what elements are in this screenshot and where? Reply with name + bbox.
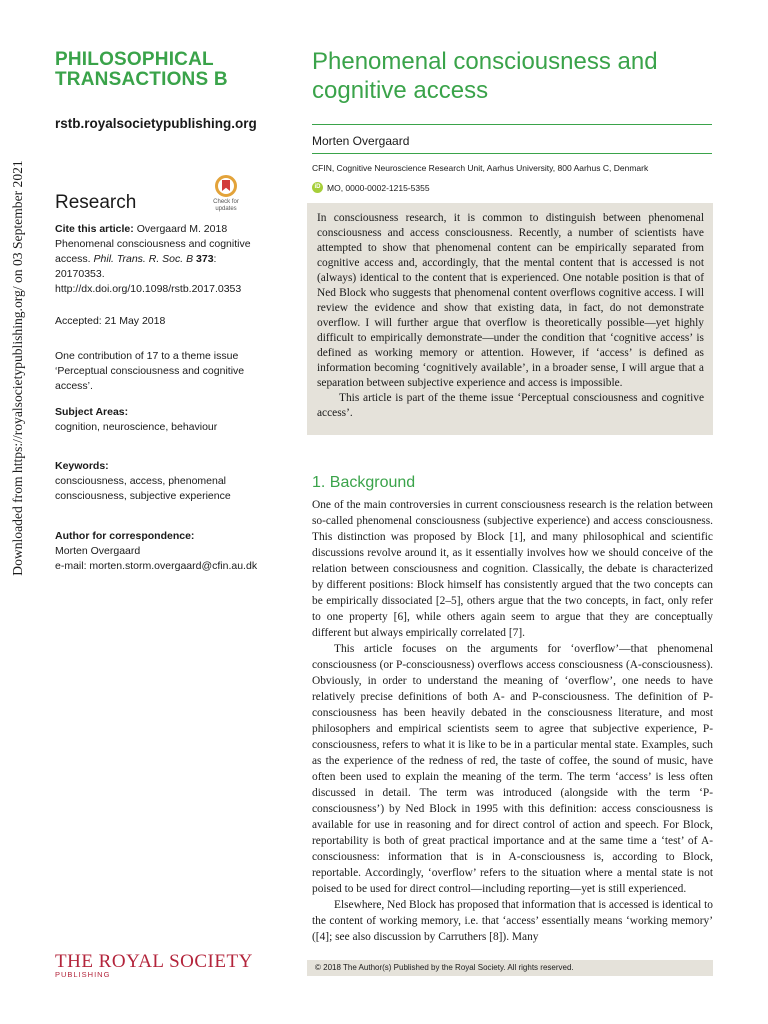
body-paragraph: One of the main controversies in current consciousness research is the relation between so-called phenomenal consciousness (subjective experience) and access consciousness. This distinction was proposed by Block [1], and many philosophical and scientific discussions revolve around it, as it essentially involves how we should conceive of the relation between consciousness and cognition. Classically, the debate is characterized by different positions: Block himself has consistently argued that the two concepts can be empirically dissociated [2–5], others argue that the two concepts, in fact, only refer to one property [6], while others again seem to argue that they are conceptually different but always empirically correlated [7]. bbox=[312, 499, 713, 639]
orcid-icon[interactable]: iD bbox=[312, 182, 323, 193]
copyright-notice: © 2018 The Author(s) Published by the Royal Society. All rights reserved. bbox=[307, 960, 713, 976]
journal-site-link[interactable]: rstb.royalsocietypublishing.org bbox=[55, 116, 257, 131]
check-for-updates-button[interactable] bbox=[208, 175, 244, 213]
abstract-theme-note: This article is part of the theme issue ‘Perceptual consciousness and cognitive access’. bbox=[317, 392, 704, 419]
bookmark-icon bbox=[215, 175, 237, 197]
correspondence-email[interactable]: e-mail: morten.storm.overgaard@cfin.au.dk bbox=[55, 560, 258, 572]
subject-areas-text: cognition, neuroscience, behaviour bbox=[55, 421, 218, 433]
correspondence-name: Morten Overgaard bbox=[55, 545, 141, 557]
correspondence bbox=[55, 529, 260, 574]
theme-issue-note: One contribution of 17 to a theme issue ‘Perceptual consciousness and cognitive access’. bbox=[55, 350, 245, 392]
section-heading: 1. Background bbox=[312, 474, 416, 491]
article-body bbox=[312, 497, 713, 945]
journal-name-line2: TRANSACTIONS B bbox=[55, 69, 228, 90]
download-watermark: Downloaded from https://royalsocietypublishing.org/ on 03 September 2021 bbox=[10, 160, 25, 576]
publisher-logo-sub: PUBLISHING bbox=[55, 970, 111, 979]
citation-block bbox=[55, 222, 260, 297]
abstract-box bbox=[307, 203, 713, 435]
author-affiliation: CFIN, Cognitive Neuroscience Research Unit, Aarhus University, 800 Aarhus C, Denmark bbox=[312, 163, 649, 173]
check-for-updates-label: Check for updates bbox=[213, 199, 239, 212]
cite-doi: : 20170353. http://dx.doi.org/10.1098/rstb.2017.0353 bbox=[55, 253, 242, 295]
subject-areas-label: Subject Areas: bbox=[55, 406, 129, 418]
journal-name bbox=[55, 50, 255, 90]
orcid-id[interactable]: MO, 0000-0002-1215-5355 bbox=[327, 182, 430, 193]
keywords-label: Keywords: bbox=[55, 460, 109, 472]
publisher-logo: THE ROYAL SOCIETY bbox=[55, 951, 253, 972]
journal-name-line1: PHILOSOPHICAL bbox=[55, 49, 214, 70]
body-paragraph: This article focuses on the arguments for ‘overflow’—that phenomenal consciousness (or P-consciousness) overflows access consciousness (A-consciousness). Obviously, in order to understand the meaning of ‘overflow’, one needs to have relatively precise definitions of both A- and P-consciousness. The definition of P-consciousness has been heavily debated in the consciousness literature, and most philosophers and empirical scientists seem to agree that subjective experience, P-consciousness, refers to what it is like to be in a particular mental state. Examples, such as the experience of the redness of red, the taste of coffee, the sound of music, have often been used to explain the meaning of the term. The term ‘access’ is less often discussed in detail. The term was introduced (alongside with the term ‘P-consciousness’) by Ned Block in 1995 with this definition: access consciousness is available for use in reasoning and for direct control of action and speech. For Block, reportability is both of great practical importance and at the same time a ‘test’ of A-consciousness: information that is in A-consciousness is, according to Block, reportable. Accordingly, ‘overflow’ refers to the situation where a mental state is not poised to be used for direct control—including reporting—yet is still experienced. bbox=[312, 643, 713, 895]
cite-volume: 373 bbox=[193, 253, 214, 265]
cite-journal: Phil. Trans. R. Soc. B bbox=[93, 253, 194, 265]
keywords-text: consciousness, access, phenomenal consciousness, subjective experience bbox=[55, 475, 231, 502]
article-author: Morten Overgaard bbox=[312, 134, 410, 148]
abstract-paragraph: In consciousness research, it is common to distinguish between phenomenal consciousness and access consciousness. Recently, a number of scientists have attempted to show that phenomenal content can be empirically separated from cognitive access and, accordingly, that the mental content that is accessed is not (always) identical to the content that is experienced. One notable position is that of Ned Block who suggests that phenomenal content overflows cognitive access. I will review the evidence and show that existing data, in fact, do not demonstrate overflow. I will further argue that overflow is theoretically possible—yet highly difficult to empirically demonstrate—under the condition that ‘cognitive access’ is defined as working memory or attention. However, if ‘access’ is defined as information becoming ‘cognitively available’, in a broader sense, I will argue that a separation between subjective experience and access is impossible. bbox=[317, 212, 704, 389]
cite-text: Overgaard M. 2018 Phenomenal consciousness and cognitive access. bbox=[55, 223, 251, 265]
body-paragraph: Elsewhere, Ned Block has proposed that information that is accessed is identical to the content of working memory, i.e. that ‘access’ essentially means ‘working memory’ ([4]; see also discussion by Carruthers [8]). Many bbox=[312, 899, 713, 943]
accepted-date: Accepted: 21 May 2018 bbox=[55, 315, 166, 327]
keywords bbox=[55, 459, 260, 504]
author-divider bbox=[312, 153, 712, 154]
cite-label: Cite this article: bbox=[55, 223, 134, 235]
orcid-line bbox=[312, 182, 430, 193]
subject-areas bbox=[55, 405, 260, 435]
correspondence-label: Author for correspondence: bbox=[55, 530, 195, 542]
title-divider bbox=[312, 124, 712, 125]
article-title: Phenomenal consciousness and cognitive access bbox=[312, 48, 658, 104]
section-label: Research bbox=[55, 192, 137, 213]
